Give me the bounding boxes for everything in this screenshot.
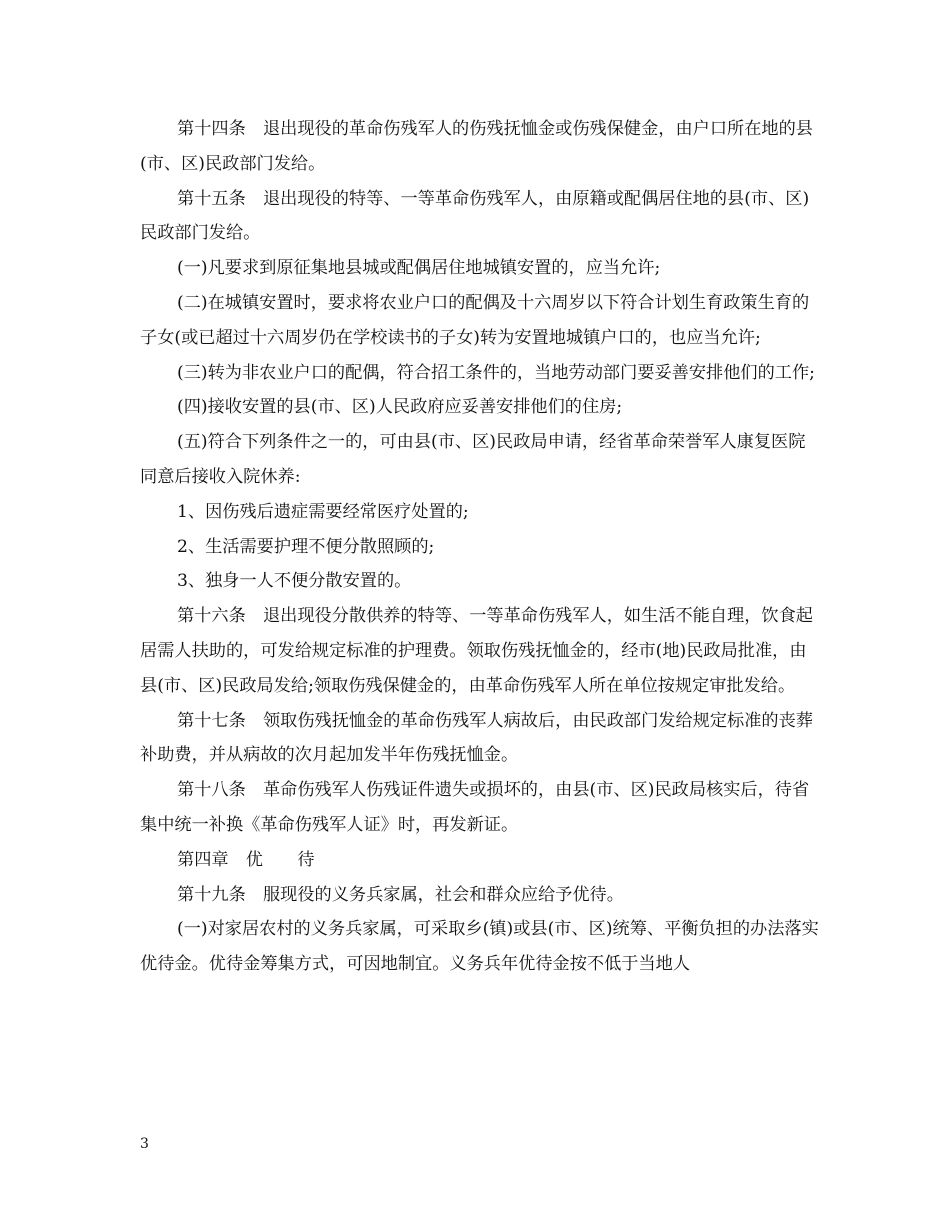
paragraph-article-19: 第十九条 服现役的义务兵家属，社会和群众应给予优待。 (177, 884, 624, 905)
paragraph-subitem-2: 2、生活需要护理不便分散照顾的; (177, 536, 435, 557)
paragraph-item-3: (三)转为非农业户口的配偶，符合招工条件的，当地劳动部门要妥善安排他们的工作; (177, 362, 815, 383)
paragraph-item-2: (二)在城镇安置时，要求将农业户口的配偶及十六周岁以下符合计划生育政策生育的子女(或已超过十六周岁仍在学校读书的子女)转为安置地城镇户口的，也应当允许; (140, 292, 810, 348)
paragraph-article-17: 第十七条 领取伤残抚恤金的革命伤残军人病故后，由民政部门发给规定标准的丧葬补助费，并从病故的次月起加发半年伤残抚恤金。 (140, 710, 813, 766)
paragraph-article-14: 第十四条 退出现役的革命伤残军人的伤残抚恤金或伤残保健金，由户口所在地的县(市、区)民政部门发给。 (140, 119, 813, 174)
paragraph-item-5: (五)符合下列条件之一的，可由县(市、区)民政局申请，经省革命荣誉军人康复医院同意后接收入院休养: (140, 432, 806, 487)
paragraph-subitem-3: 3、独身一人不便分散安置的。 (177, 571, 412, 592)
paragraph-item-1: (一)凡要求到原征集地县城或配偶居住地城镇安置的，应当允许; (177, 258, 661, 279)
paragraph-item-4: (四)接收安置的县(市、区)人民政府应妥善安排他们的住房; (177, 397, 623, 418)
paragraph-article-16: 第十六条 退出现役分散供养的特等、一等革命伤残军人，如生活不能自理，饮食起居需人扶助的，可发给规定标准的护理费。领取伤残抚恤金的，经市(地)民政局批准，由县(市、区)民政局发给;领取伤残保健金的，由革命伤残军人所在单位按规定审批发给。 (140, 606, 813, 696)
page-number: 3 (140, 1136, 149, 1152)
document-body (140, 112, 820, 982)
paragraph-subitem-1: 1、因伤残后遗症需要经常医疗处置的; (177, 501, 469, 522)
paragraph-item-1-b: (一)对家居农村的义务兵家属，可采取乡(镇)或县(市、区)统筹、平衡负担的办法落实优待金。优待金筹集方式，可因地制宜。义务兵年优待金按不低于当地人 (140, 919, 819, 975)
chapter-heading: 第四章 优 待 (177, 849, 315, 870)
paragraph-article-18: 第十八条 革命伤残军人伤残证件遗失或损坏的，由县(市、区)民政局核实后，待省集中统一补换《革命伤残军人证》时，再发新证。 (140, 780, 810, 835)
paragraph-article-15: 第十五条 退出现役的特等、一等革命伤残军人，由原籍或配偶居住地的县(市、区)民政部门发给。 (140, 188, 810, 244)
